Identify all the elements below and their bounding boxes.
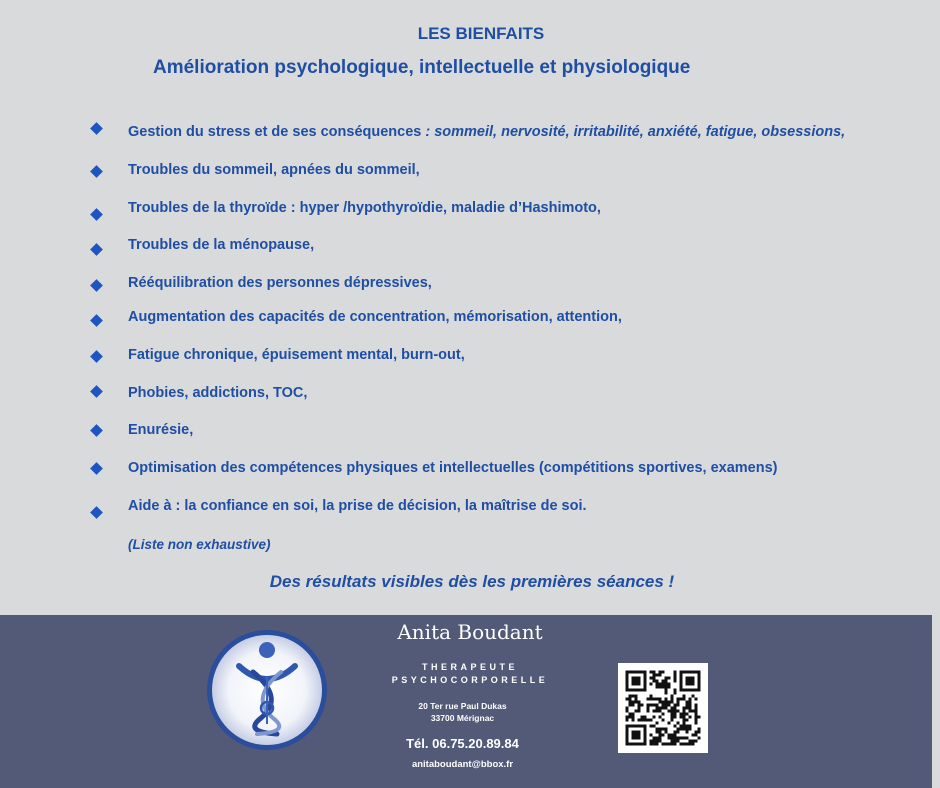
diamond-bullet-icon [90,122,103,135]
benefit-item: Troubles du sommeil, apnées du sommeil, [128,162,420,178]
results-tagline: Des résultats visibles dès les premières séances ! [269,572,675,591]
diamond-bullet-icon [90,506,103,519]
diamond-bullet-icon [90,424,103,437]
benefit-item: Troubles de la thyroïde : hyper /hypothyroïdie, maladie d’Hashimoto, [128,200,601,216]
benefit-item: Augmentation des capacités de concentration, mémorisation, attention, [128,309,622,325]
diamond-bullet-icon [90,243,103,256]
diamond-bullet-icon [90,462,103,475]
benefit-item: Phobies, addictions, TOC, [128,385,308,401]
benefit-item [128,124,845,140]
benefit-text: Gestion du stress et de ses conséquences [128,124,422,140]
role-line-1: THERAPEUTE [421,662,518,672]
benefit-item: Optimisation des compétences physiques et intellectuelles (compétitions sportives, examens) [128,460,778,476]
qr-code-icon[interactable] [618,663,708,753]
benefit-detail: : sommeil, nervosité, irritabilité, anxiété, fatigue, obsessions, [421,124,846,140]
address-line-1: 20 Ter rue Paul Dukas [418,701,507,711]
benefit-item: Enurésie, [128,422,194,438]
benefit-item: Fatigue chronique, épuisement mental, burn-out, [128,347,465,363]
benefit-item: Troubles de la ménopause, [128,237,315,253]
footer-edge [932,615,940,788]
diamond-bullet-icon [90,314,103,327]
diamond-bullet-icon [90,165,103,178]
benefit-item: Aide à : la confiance en soi, la prise de décision, la maîtrise de soi. [128,498,587,514]
address-line-2: 33700 Mérignac [430,713,495,723]
qr-code-graphic [618,663,708,753]
email-address[interactable]: anitaboudant@bbox.fr [411,759,514,770]
role-line-2: PSYCHOCORPORELLE [391,675,549,685]
diamond-bullet-icon [90,350,103,363]
logo-figure-icon [205,628,329,752]
page-title: LES BIENFAITS [417,24,545,43]
benefit-item: Rééquilibration des personnes dépressives, [128,275,432,291]
list-note: (Liste non exhaustive) [128,537,271,552]
diamond-bullet-icon [90,279,103,292]
page-subtitle: Amélioration psychologique, intellectuelle et physiologique [153,57,691,78]
therapist-name: Anita Boudant [397,620,543,644]
phone-number[interactable]: Tél. 06.75.20.89.84 [406,736,519,751]
diamond-bullet-icon [90,208,103,221]
diamond-bullet-icon [90,385,103,398]
